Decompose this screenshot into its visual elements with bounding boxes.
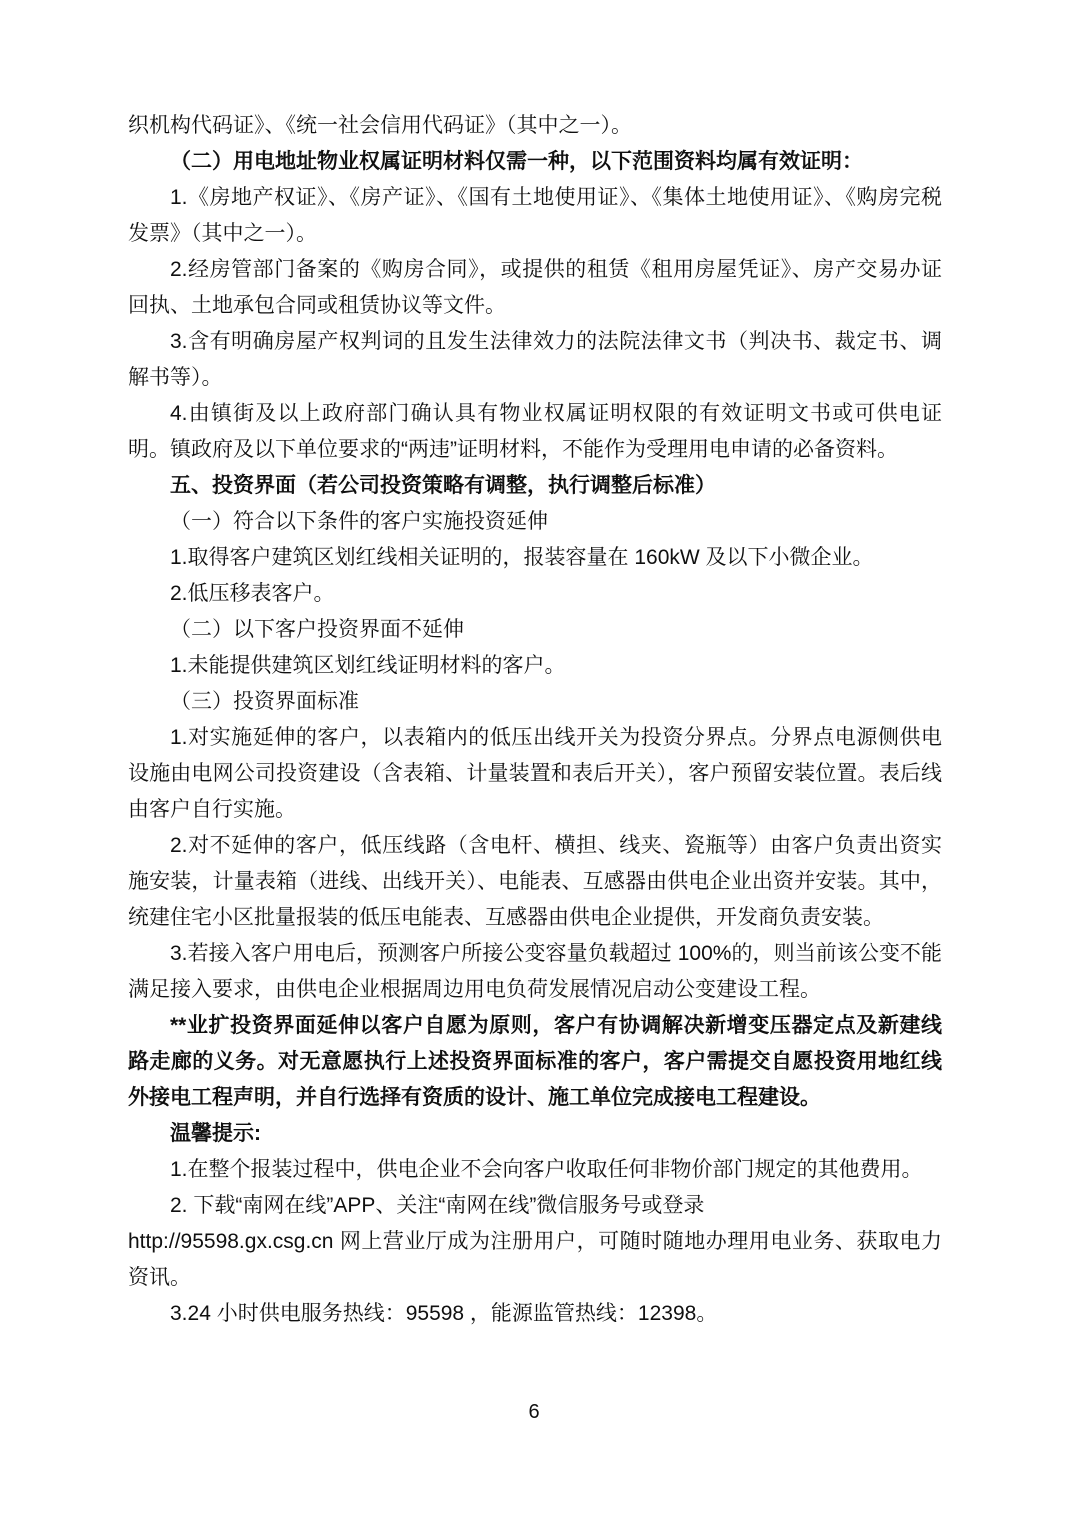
subheading-investment-extension: （一）符合以下条件的客户实施投资延伸 <box>170 510 548 533</box>
list-item-property-proof-1: 1.《房地产权证》、《房产证》、《国有土地使用证》、《集体土地使用证》、《购房完税发票》（其中之一）。 <box>128 186 942 245</box>
subheading-interface-standard: （三）投资界面标准 <box>170 690 359 713</box>
heading-section-5-investment-interface: 五、投资界面（若公司投资策略有调整，执行调整后标准） <box>170 474 716 497</box>
list-item-extension-2: 2.低压移表客户。 <box>170 582 335 605</box>
subheading-no-extension: （二）以下客户投资界面不延伸 <box>170 618 464 641</box>
list-item-standard-2: 2.对不延伸的客户，低压线路（含电杆、横担、线夹、瓷瓶等）由客户负责出资实施安装，计量表箱（进线、出线开关）、电能表、互感器由供电企业出资并安装。其中，统建住宅小区批量报装的低压电能表、互感器由供电企业提供，开发商负责安装。 <box>128 834 942 929</box>
page-number: 6 <box>528 1401 540 1423</box>
tip-item-3-hotlines: 3.24 小时供电服务热线：95598 ，能源监管热线：12398。 <box>170 1302 718 1325</box>
list-item-extension-1: 1.取得客户建筑区划红线相关证明的，报装容量在 160kW 及以下小微企业。 <box>170 546 874 569</box>
paragraph-continuation: 织机构代码证》、《统一社会信用代码证》（其中之一）。 <box>128 114 632 137</box>
document-body <box>128 108 942 1332</box>
list-item-no-extension-1: 1.未能提供建筑区划红线证明材料的客户。 <box>170 654 566 677</box>
list-item-property-proof-3: 3.含有明确房屋产权判词的且发生法律效力的法院法律文书（判决书、裁定书、调解书等）。 <box>128 330 942 389</box>
list-item-property-proof-4: 4.由镇街及以上政府部门确认具有物业权属证明权限的有效证明文书或可供电证明。镇政府及以下单位要求的“两违”证明材料，不能作为受理用电申请的必备资料。 <box>128 402 942 461</box>
list-item-standard-1: 1.对实施延伸的客户，以表箱内的低压出线开关为投资分界点。分界点电源侧供电设施由电网公司投资建设（含表箱、计量装置和表后开关），客户预留安装位置。表后线由客户自行实施。 <box>128 726 942 821</box>
notice-voluntary-principle: **业扩投资界面延伸以客户自愿为原则，客户有协调解决新增变压器定点及新建线路走廊的义务。对无意愿执行上述投资界面标准的客户，客户需提交自愿投资用地红线外接电工程声明，并自行选择有资质的设计、施工单位完成接电工程建设。 <box>128 1014 942 1109</box>
tip-item-1: 1.在整个报装过程中，供电企业不会向客户收取任何非物价部门规定的其他费用。 <box>170 1158 923 1181</box>
heading-section-2-property-proof: （二）用电地址物业权属证明材料仅需一种，以下范围资料均属有效证明： <box>170 150 863 173</box>
tip-item-2-url-line: http://95598.gx.csg.cn 网上营业厅成为注册用户，可随时随地办理用电业务、获取电力资讯。 <box>128 1230 942 1289</box>
tip-item-2: 2. 下载“南网在线”APP、关注“南网在线”微信服务号或登录 <box>170 1194 705 1217</box>
list-item-property-proof-2: 2.经房管部门备案的《购房合同》，或提供的租赁《租用房屋凭证》、房产交易办证回执、土地承包合同或租赁协议等文件。 <box>128 258 942 317</box>
list-item-standard-3: 3.若接入客户用电后，预测客户所接公变容量负载超过 100%的，则当前该公变不能满足接入要求，由供电企业根据周边用电负荷发展情况启动公变建设工程。 <box>128 942 942 1001</box>
heading-tips: 温馨提示: <box>170 1122 261 1145</box>
